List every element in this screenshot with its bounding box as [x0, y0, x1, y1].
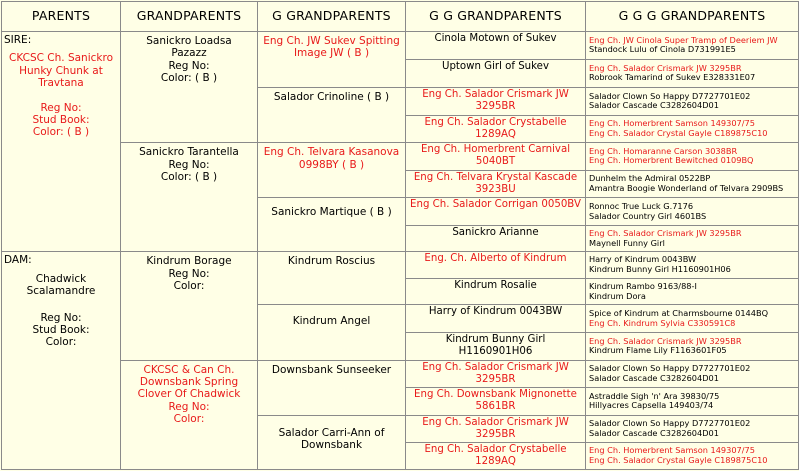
ggp-name-line: Kindrum Angel [292, 315, 371, 328]
gggp-cell [406, 333, 586, 361]
ggp-name-line: Eng Ch. Telvara Kasanova [263, 146, 400, 159]
gp-name-line: Kindrum Borage [146, 255, 232, 268]
gggp-name: Eng Ch. Salador Crismark JW [422, 89, 569, 101]
gggp-cell [406, 252, 586, 279]
ggggp-cell [586, 278, 799, 305]
ggggp-dam: Eng Ch. Homerbrent Bewitched 0109BQ [589, 155, 754, 166]
dam-gp1-ggp1-cell [258, 252, 406, 305]
ggggp-dam: Kindrum Flame Lily F1163601F05 [589, 345, 727, 356]
ggggp-cell [586, 59, 799, 88]
ggggp-dam: Amantra Boogie Wonderland of Telvara 2909BS [589, 183, 784, 194]
gp-name-line: Pazazz [171, 47, 207, 60]
ggp-name-line: Eng Ch. JW Sukev Spitting [263, 35, 400, 47]
gp-reg-no: Reg No: [168, 59, 210, 72]
ggggp-sire: Eng Ch. Homerbrent Samson 149307/75 [589, 118, 755, 129]
sire-gp2-ggp2-cell [258, 198, 406, 252]
dam-label: DAM: [4, 254, 32, 267]
gggp-name: Harry of Kindrum 0043BW [428, 306, 563, 318]
ggggp-sire: Harry of Kindrum 0043BW [589, 254, 697, 265]
ggggp-sire: Salador Clown So Happy D7727701E02 [589, 363, 751, 374]
dam-name-line: Scalamandre [26, 285, 96, 298]
gggp-name: Kindrum Rosalie [454, 279, 537, 291]
ggggp-dam: Salador Cascade C3282604D01 [589, 100, 719, 111]
gp-color: Color: [173, 413, 205, 426]
ggp-name-line: 0998BY ( B ) [298, 158, 365, 171]
gggp-reg: 1289AQ [475, 456, 516, 468]
ggp-name-line: Kindrum Roscius [287, 255, 376, 268]
dam-gp1-ggp2-cell [258, 305, 406, 360]
ggp-name-line: Image JW ( B ) [293, 47, 370, 60]
gggp-cell [406, 88, 586, 116]
ggggp-sire: Eng Ch. Salador Crismark JW 3295BR [589, 335, 742, 346]
ggp-name-line: Salador Carri-Ann of [278, 426, 385, 439]
gggp-name: Eng Ch. Salador Crismark JW [422, 416, 569, 428]
ggggp-dam: Eng Ch. Kindrum Sylvia C330591C8 [589, 317, 736, 328]
ggggp-dam: Kindrum Bunny Girl H1160901H06 [589, 264, 731, 275]
gggp-cell [406, 415, 586, 443]
ggggp-sire: Eng Ch. Homaranne Carson 3038BR [589, 145, 738, 156]
ggggp-cell [586, 443, 799, 470]
sire-gp1-cell [121, 32, 258, 143]
ggggp-sire: Salador Clown So Happy D7727701E02 [589, 418, 751, 429]
ggggp-sire: Eng Ch. Salador Crismark JW 3295BR [589, 227, 742, 238]
gp-name-line: Sanickro Loadsa [146, 35, 232, 47]
gggp-cell [406, 32, 586, 60]
ggggp-cell [586, 170, 799, 198]
dam-stud-book: Stud Book: [32, 323, 90, 336]
ggggp-cell [586, 415, 799, 443]
dam-name-line: Chadwick [35, 272, 87, 285]
ggp-name-line: Downsbank [300, 439, 363, 452]
gggp-cell [406, 360, 586, 388]
gggp-cell [406, 198, 586, 226]
ggggp-dam: Robrook Tamarind of Sukev E328331E07 [589, 72, 756, 83]
sire-name-line: CKCSC Ch. Sanickro [8, 52, 113, 65]
gggp-reg: 5861BR [475, 401, 516, 413]
ggggp-cell [586, 32, 799, 60]
ggggp-dam: Kindrum Dora [589, 290, 646, 301]
ggggp-sire: Eng Ch. JW Cinola Super Tramp of Deeriem JW [589, 34, 778, 45]
ggggp-sire: Spice of Kindrum at Charmsbourne 0144BQ [589, 308, 769, 319]
header-row [2, 2, 799, 32]
ggggp-cell [586, 88, 799, 116]
ggggp-cell [586, 388, 799, 416]
dam-reg-no: Reg No: [40, 311, 82, 324]
gp-color: Color: [173, 280, 205, 293]
gggp-name: Eng Ch. Salador Crismark JW [422, 361, 569, 373]
ggggp-dam: Eng Ch. Salador Crystal Gayle C189875C10 [589, 455, 768, 466]
ggggp-dam: Salador Country Girl 4601BS [589, 210, 707, 221]
ggggp-sire: Kindrum Rambo 9163/88-I [589, 281, 697, 292]
sire-gp1-ggp2-cell [258, 88, 406, 143]
ggggp-dam: Salador Cascade C3282604D01 [589, 372, 719, 383]
ggggp-cell [586, 333, 799, 361]
ggggp-dam: Hillyacres Capsella 149403/74 [589, 400, 714, 411]
gggp-cell [406, 59, 586, 88]
ggp-name-line: Salador Crinoline ( B ) [273, 91, 390, 104]
gp-reg-no: Reg No: [168, 267, 210, 280]
ggggp-dam: Eng Ch. Salador Crystal Gayle C189875C10 [589, 127, 768, 138]
gp-color: Color: ( B ) [160, 72, 218, 85]
gp-name-line: Sanickro Tarantella [139, 146, 239, 159]
gggp-cell [406, 388, 586, 416]
gggp-reg: 5040BT [475, 156, 516, 168]
gp-reg-no: Reg No: [168, 400, 210, 413]
dam-cell [2, 252, 121, 470]
sire-color: Color: ( B ) [32, 126, 90, 139]
ggggp-sire: Eng Ch. Homerbrent Samson 149307/75 [589, 445, 755, 456]
header-ggg-grandparents: G G G GRANDPARENTS [586, 2, 799, 32]
gggp-cell [406, 305, 586, 333]
gggp-cell [406, 278, 586, 305]
gggp-name: Eng. Ch. Alberto of Kindrum [424, 253, 567, 265]
ggp-name-line: Downsbank Sunseeker [271, 363, 392, 376]
gggp-reg: 3295BR [475, 101, 516, 113]
header-parents: PARENTS [2, 2, 121, 32]
gggp-name: Sanickro Arianne [452, 226, 539, 238]
gggp-name: Kindrum Bunny Girl H1160901H06 [445, 334, 546, 358]
ggggp-cell [586, 252, 799, 279]
gggp-name: Eng Ch. Downsbank Mignonette [414, 389, 577, 401]
gggp-cell [406, 115, 586, 143]
ggggp-cell [586, 115, 799, 143]
sire-stud-book: Stud Book: [32, 113, 90, 126]
ggggp-cell [586, 360, 799, 388]
ggggp-dam: Maynell Funny Girl [589, 237, 665, 248]
ggggp-cell [586, 143, 799, 171]
gggp-name: Eng Ch. Homerbrent Carnival [420, 144, 571, 156]
sire-gp1-ggp1-cell [258, 32, 406, 88]
header-gg-grandparents: G G GRANDPARENTS [406, 2, 586, 32]
gggp-name: Cinola Motown of Sukev [434, 33, 557, 44]
ggggp-cell [586, 225, 799, 252]
gggp-name: Eng Ch. Telvara Krystal Kascade [413, 171, 578, 183]
gggp-cell [406, 143, 586, 171]
sire-name-line: Hunky Chunk at [19, 64, 103, 77]
sire-gp2-cell [121, 143, 258, 252]
gggp-name: Eng Ch. Salador Corrigan 0050BV [410, 199, 581, 211]
header-grandparents: GRANDPARENTS [121, 2, 258, 32]
gggp-name: Eng Ch. Salador Crystabelle [424, 444, 567, 456]
gggp-reg: 3295BR [475, 373, 516, 385]
dam-color: Color: [45, 336, 77, 349]
ggggp-sire: Eng Ch. Salador Crismark JW 3295BR [589, 62, 742, 73]
dam-gp1-cell [121, 252, 258, 360]
ggggp-dam: Salador Cascade C3282604D01 [589, 427, 719, 438]
ggggp-cell [586, 305, 799, 333]
ggggp-sire: Dunhelm the Admiral 0522BP [589, 173, 711, 184]
gggp-reg: 1289AQ [475, 128, 516, 140]
sire-cell [2, 32, 121, 252]
gp-color: Color: ( B ) [160, 170, 218, 183]
gggp-cell [406, 170, 586, 198]
gggp-name: Eng Ch. Salador Crystabelle [424, 116, 567, 128]
sire-gp2-ggp1-cell [258, 143, 406, 198]
ggp-name-line: Sanickro Martique ( B ) [271, 206, 392, 219]
gp-name-line: Clover Of Chadwick [137, 388, 241, 401]
ggggp-sire: Ronnoc True Luck G.7176 [589, 200, 694, 211]
sire-name-line: Travtana [38, 77, 84, 90]
ggggp-cell [586, 198, 799, 226]
gggp-reg: 3923BU [475, 183, 516, 195]
ggggp-sire: Astraddle Sigh 'n' Ara 39830/75 [589, 390, 720, 401]
sire-label: SIRE: [4, 34, 32, 46]
sire-reg-no: Reg No: [40, 101, 82, 114]
header-g-grandparents: G GRANDPARENTS [258, 2, 406, 32]
gggp-reg: 3295BR [475, 428, 516, 440]
pedigree-table [1, 1, 799, 470]
gp-reg-no: Reg No: [168, 158, 210, 171]
dam-gp2-ggp2-cell [258, 415, 406, 469]
gggp-cell [406, 443, 586, 470]
gp-name-line: CKCSC & Can Ch. [143, 363, 235, 376]
ggggp-dam: Standock Lulu of Cinola D731991E5 [589, 44, 736, 55]
gp-name-line: Downsbank Spring [139, 375, 239, 388]
dam-gp2-cell [121, 360, 258, 469]
ggggp-sire: Salador Clown So Happy D7727701E02 [589, 90, 751, 101]
gggp-name: Uptown Girl of Sukev [442, 60, 549, 72]
gggp-cell [406, 225, 586, 252]
dam-gp2-ggp1-cell [258, 360, 406, 415]
